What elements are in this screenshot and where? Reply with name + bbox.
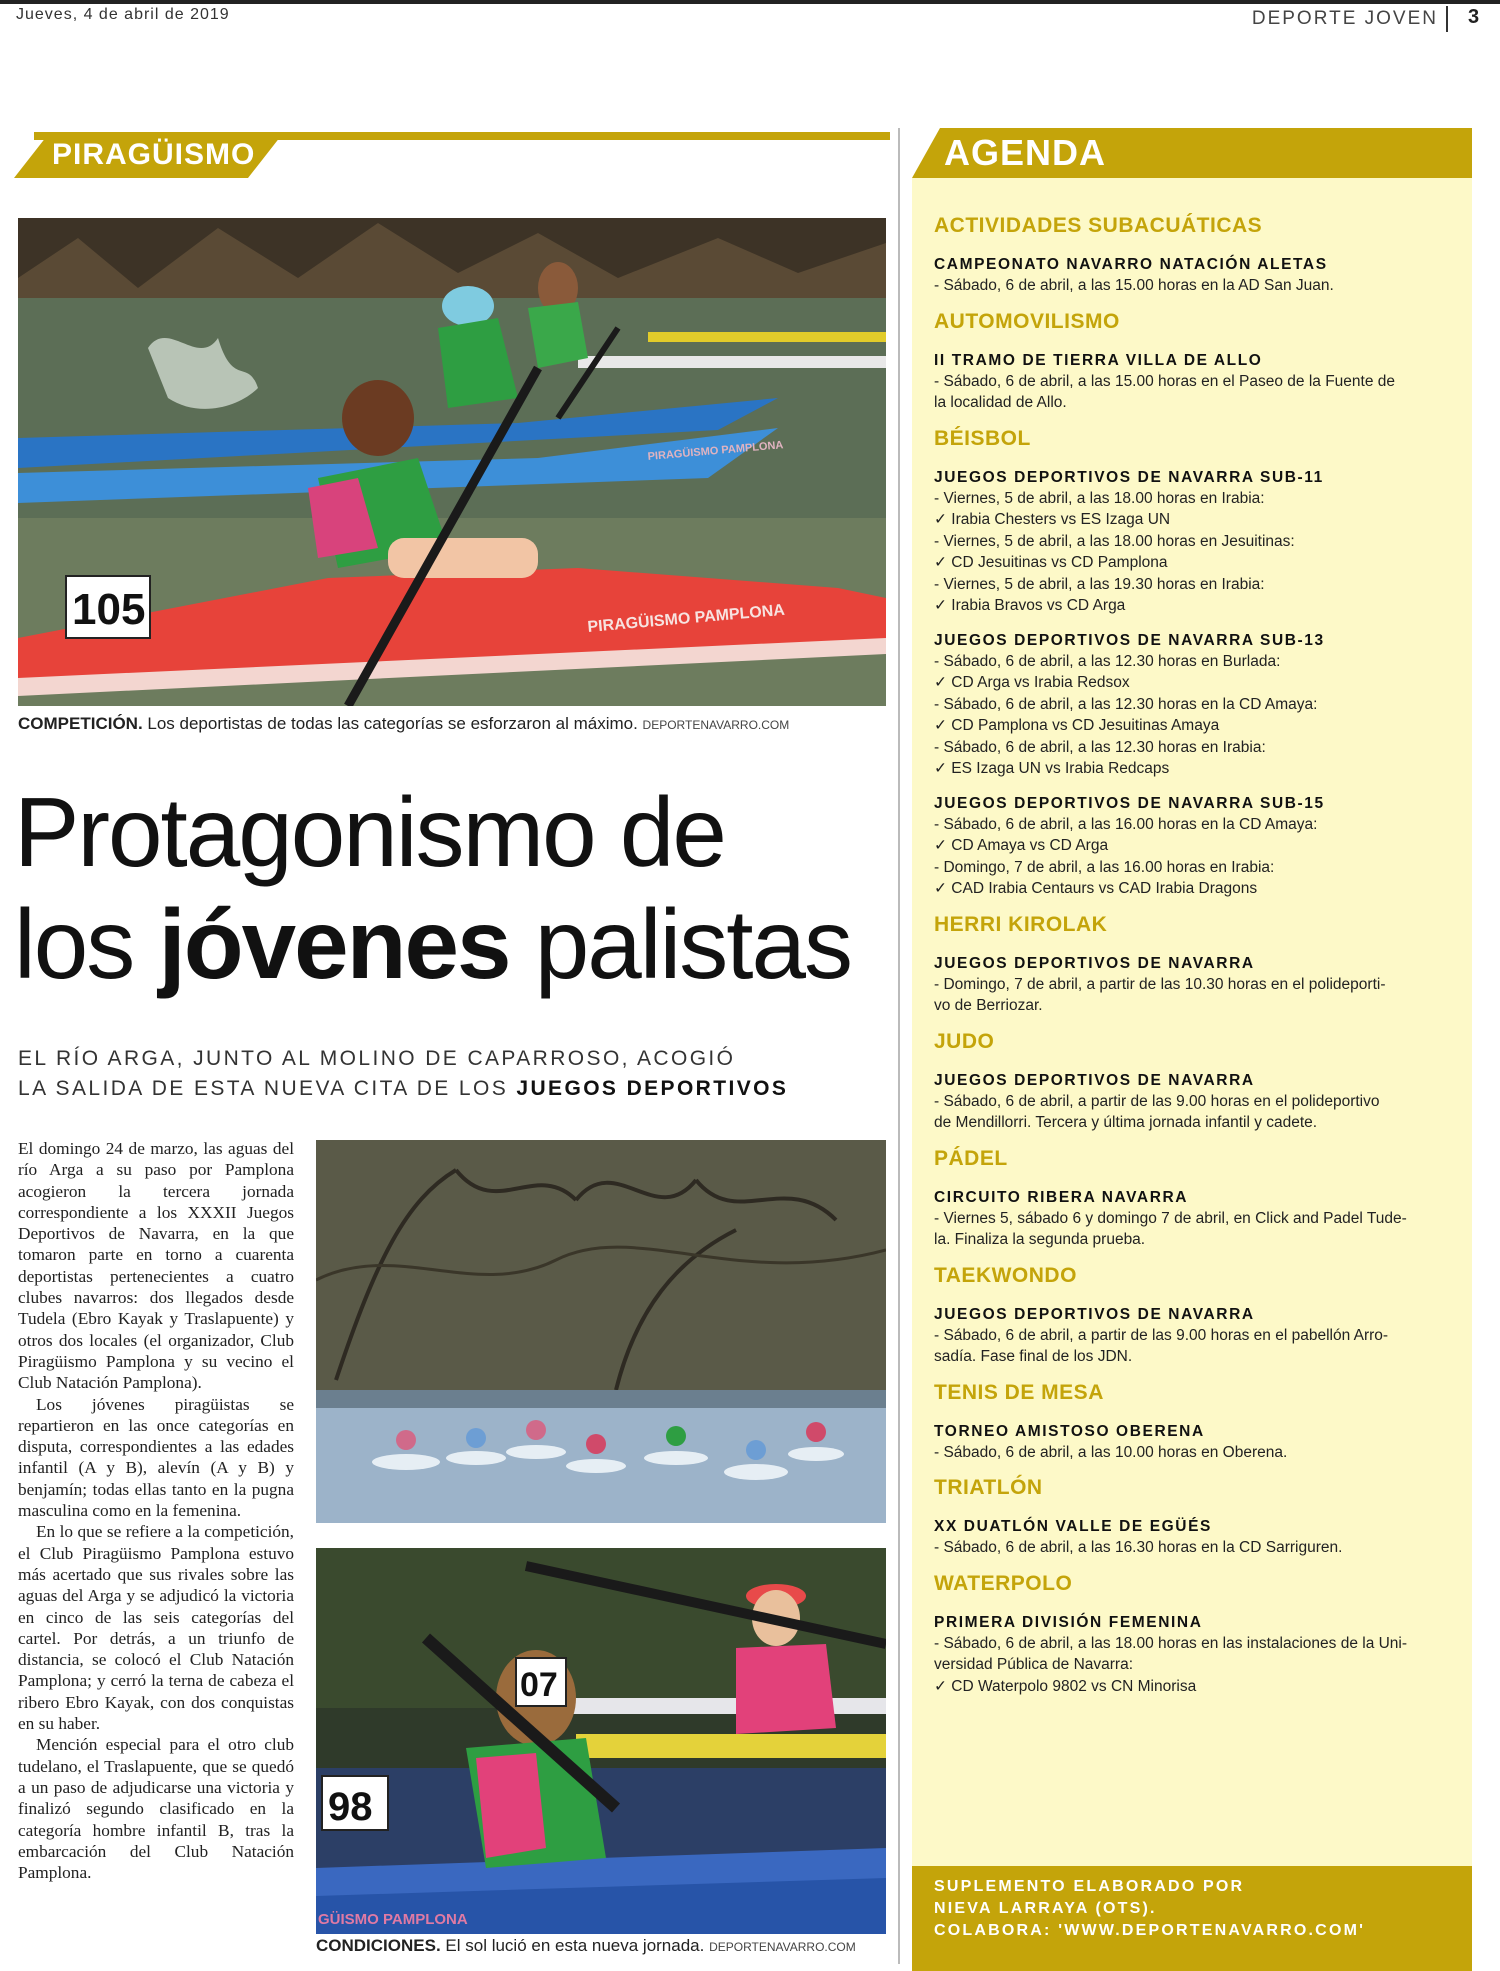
photo-river-group [316, 1140, 886, 1523]
headline-line2: los jóvenes palistas [14, 889, 851, 999]
agenda-category: ACTIVIDADES SUBACUÁTICAS [934, 214, 1263, 237]
top-rule [0, 0, 1500, 4]
event-detail: vo de Berriozar. [934, 997, 1043, 1014]
agenda-event [934, 630, 1460, 780]
agenda-event [934, 467, 1460, 617]
event-detail: la. Finaliza la segunda prueba. [934, 1231, 1146, 1248]
agenda-panel [912, 128, 1500, 1971]
event-detail: - Sábado, 6 de abril, a las 16.30 horas en la CD Sarriguren. [934, 1539, 1343, 1556]
section-banner [14, 132, 890, 178]
caption-text: El sol lució en esta nueva jornada. [440, 1936, 710, 1955]
agenda-category: TAEKWONDO [934, 1263, 1077, 1287]
agenda-event [934, 793, 1460, 900]
headline-line1: Protagonismo de [14, 777, 725, 887]
agenda-category: TENIS DE MESA [934, 1380, 1104, 1404]
footer-line: SUPLEMENTO ELABORADO POR [934, 1878, 1245, 1895]
event-detail: - Sábado, 6 de abril, a las 18.00 horas en las instalaciones de la Uni- [934, 1634, 1408, 1652]
agenda-category: TRIATLÓN [934, 1476, 1043, 1499]
page-number: 3 [1468, 6, 1480, 28]
event-detail: - Sábado, 6 de abril, a las 16.00 horas en la CD Amaya: [934, 815, 1318, 833]
headline-emphasis: jóvenes [158, 889, 510, 999]
subheadline [18, 1044, 888, 1104]
issue-date: Jueves, 4 de abril de 2019 [16, 6, 230, 23]
event-detail: - Viernes, 5 de abril, a las 18.00 horas en Jesuitinas: [934, 532, 1295, 550]
subhead-emphasis: JUEGOS DEPORTIVOS [516, 1077, 789, 1100]
agenda-event [934, 350, 1460, 414]
article-body [18, 1138, 294, 1883]
hull-text: PIRAGÜISMO PAMPLONA [586, 601, 786, 636]
hull-text-blue: PIRAGÜISMO PAMPLONA [647, 439, 784, 463]
headline [14, 776, 851, 1000]
photo-caption [18, 714, 789, 734]
bib-number: 105 [72, 585, 146, 634]
agenda-category: PÁDEL [934, 1146, 1008, 1170]
event-title: JUEGOS DEPORTIVOS DE NAVARRA [934, 954, 1255, 972]
event-detail: ✓ CAD Irabia Centaurs vs CAD Irabia Dragons [934, 880, 1258, 897]
subhead-line1: EL RÍO ARGA, JUNTO AL MOLINO DE CAPARROSO, ACOGIÓ [18, 1047, 736, 1070]
agenda-event [934, 1187, 1460, 1251]
agenda-category: HERRI KIROLAK [934, 912, 1108, 936]
event-detail: ✓ CD Amaya vs CD Arga [934, 837, 1109, 854]
agenda-list [934, 214, 1460, 1710]
photo-young-paddlers [316, 1548, 886, 1934]
agenda-category: WATERPOLO [934, 1571, 1073, 1595]
event-title: JUEGOS DEPORTIVOS DE NAVARRA [934, 1305, 1255, 1323]
footer-credits [934, 1876, 1365, 1942]
event-title: JUEGOS DEPORTIVOS DE NAVARRA [934, 1071, 1255, 1089]
agenda-event [934, 1612, 1460, 1698]
caption-lead: COMPETICIÓN. [18, 714, 143, 733]
paragraph: En lo que se refiere a la competición, el Club Piragüismo Pamplona estuvo más acertado que sus rivales sobre las aguas del Arga y se adjudicó la victoria en cinco de las seis categorías del cartel. Por detrás, a un triunfo de distancia, se colocó el Club Natación Pamplona; y cerró la terna de cabeza el ribero Ebro Kayak, con dos conquistas en su haber. [18, 1522, 294, 1734]
agenda-category: JUDO [934, 1029, 995, 1053]
paragraph: Los jóvenes piragüistas se repartieron en las once categorías en disputa, correspondientes a las edades infantil (A y B), alevín (A y B) y benjamín; todas ellas tanto en la pugna masculina como en la femenina. [18, 1394, 294, 1521]
agenda-category: BÉISBOL [934, 426, 1031, 450]
agenda-event [934, 953, 1460, 1017]
event-detail: - Viernes, 5 de abril, a las 18.00 horas en Irabia: [934, 489, 1265, 507]
event-detail: - Sábado, 6 de abril, a partir de las 9.00 horas en el pabellón Arro- [934, 1326, 1389, 1344]
footer-line: NIEVA LARRAYA (OTS). [934, 1900, 1157, 1917]
event-detail: ✓ Irabia Chesters vs ES Izaga UN [934, 511, 1171, 528]
caption-text: Los deportistas de todas las categorías se esforzaron al máximo. [142, 714, 643, 733]
event-detail: - Sábado, 6 de abril, a las 12.30 horas en la CD Amaya: [934, 695, 1318, 713]
caption-credit: DEPORTENAVARRO.COM [642, 718, 790, 732]
event-title: JUEGOS DEPORTIVOS DE NAVARRA SUB-11 [934, 468, 1324, 486]
agenda-category: AUTOMOVILISMO [934, 309, 1120, 333]
event-detail: - Domingo, 7 de abril, a partir de las 10.30 horas en el polideporti- [934, 975, 1386, 993]
agenda-event [934, 254, 1460, 297]
event-detail: ✓ CD Waterpolo 9802 vs CN Minorisa [934, 1677, 1197, 1695]
caption-credit: DEPORTENAVARRO.COM [709, 1940, 856, 1954]
agenda-event [934, 1304, 1460, 1368]
event-title: JUEGOS DEPORTIVOS DE NAVARRA SUB-13 [934, 631, 1325, 649]
event-detail: la localidad de Allo. [934, 394, 1067, 411]
banner-label: PIRAGÜISMO [52, 138, 256, 171]
bib-number: 98 [328, 1785, 373, 1829]
section-name: DEPORTE JOVEN [1251, 8, 1438, 29]
event-detail: - Sábado, 6 de abril, a las 12.30 horas en Irabia: [934, 738, 1266, 756]
column-rule [898, 128, 900, 1964]
event-detail: - Sábado, 6 de abril, a las 15.00 horas en el Paseo de la Fuente de [934, 372, 1396, 390]
footer-line: COLABORA: 'WWW.DEPORTENAVARRO.COM' [934, 1922, 1366, 1939]
caption-lead: CONDICIONES. [316, 1936, 441, 1955]
event-detail: ✓ CD Pamplona vs CD Jesuitinas Amaya [934, 717, 1220, 734]
event-detail: sadía. Fase final de los JDN. [934, 1348, 1133, 1365]
event-detail: - Sábado, 6 de abril, a las 12.30 horas en Burlada: [934, 652, 1281, 670]
event-detail: - Sábado, 6 de abril, a las 10.00 horas en Oberena. [934, 1443, 1288, 1461]
hull-text: GÜISMO PAMPLONA [318, 1911, 468, 1928]
agenda-title: AGENDA [944, 132, 1107, 173]
event-title: CIRCUITO RIBERA NAVARRA [934, 1188, 1189, 1206]
paragraph: El domingo 24 de marzo, las aguas del río Arga a su paso por Pamplona acogieron la tercera jornada correspondiente a los XXXII Juegos Deportivos de Navarra, en la que tomaron parte en torno a cuarenta deportistas pertenecientes a cuatro clubes navarros: dos llegados desde Tudela (Ebro Kayak y Traslapuente) y otros dos locales (el organizador, Club Piragüismo Pamplona y su vecino el Club Natación Pamplona). [18, 1139, 294, 1393]
event-title: PRIMERA DIVISIÓN FEMENINA [934, 1613, 1203, 1631]
event-detail: - Sábado, 6 de abril, a partir de las 9.00 horas en el polideportivo [934, 1092, 1380, 1110]
event-title: JUEGOS DEPORTIVOS DE NAVARRA SUB-15 [934, 794, 1325, 812]
event-title: II TRAMO DE TIERRA VILLA DE ALLO [934, 351, 1263, 369]
event-detail: - Viernes 5, sábado 6 y domingo 7 de abril, en Click and Padel Tude- [934, 1209, 1407, 1227]
bib-number: 07 [520, 1666, 558, 1704]
subhead-line2: LA SALIDA DE ESTA NUEVA CITA DE LOS JUEGOS DEPORTIVOS [18, 1077, 789, 1100]
event-detail: - Sábado, 6 de abril, a las 15.00 horas en la AD San Juan. [934, 277, 1334, 294]
event-detail: - Viernes, 5 de abril, a las 19.30 horas en Irabia: [934, 575, 1265, 593]
event-title: TORNEO AMISTOSO OBERENA [934, 1422, 1205, 1440]
event-detail: - Domingo, 7 de abril, a las 16.00 horas en Irabia: [934, 858, 1275, 876]
header-separator [1446, 6, 1448, 32]
event-title: CAMPEONATO NAVARRO NATACIÓN ALETAS [934, 256, 1328, 273]
photo-kayak-race [18, 218, 886, 706]
event-detail: ✓ CD Arga vs Irabia Redsox [934, 674, 1130, 691]
agenda-event [934, 1421, 1460, 1464]
photo-caption [316, 1936, 856, 1956]
event-detail: ✓ CD Jesuitinas vs CD Pamplona [934, 554, 1168, 571]
event-title: XX DUATLÓN VALLE DE EGÜÉS [934, 1518, 1212, 1535]
event-detail: versidad Pública de Navarra: [934, 1656, 1134, 1673]
event-detail: ✓ Irabia Bravos vs CD Arga [934, 597, 1126, 614]
agenda-event [934, 1516, 1460, 1559]
paragraph: Mención especial para el otro club tudelano, el Traslapuente, que se quedó a un paso de adjudicarse una victoria y finalizó segundo clasificado en la categoría hombre infantil B, tras la embarcación del Club Natación Pamplona. [18, 1735, 294, 1883]
event-detail: de Mendillorri. Tercera y última jornada infantil y cadete. [934, 1114, 1318, 1131]
agenda-event [934, 1070, 1460, 1134]
agenda-footer [912, 1866, 1472, 1971]
event-detail: ✓ ES Izaga UN vs Irabia Redcaps [934, 760, 1170, 777]
